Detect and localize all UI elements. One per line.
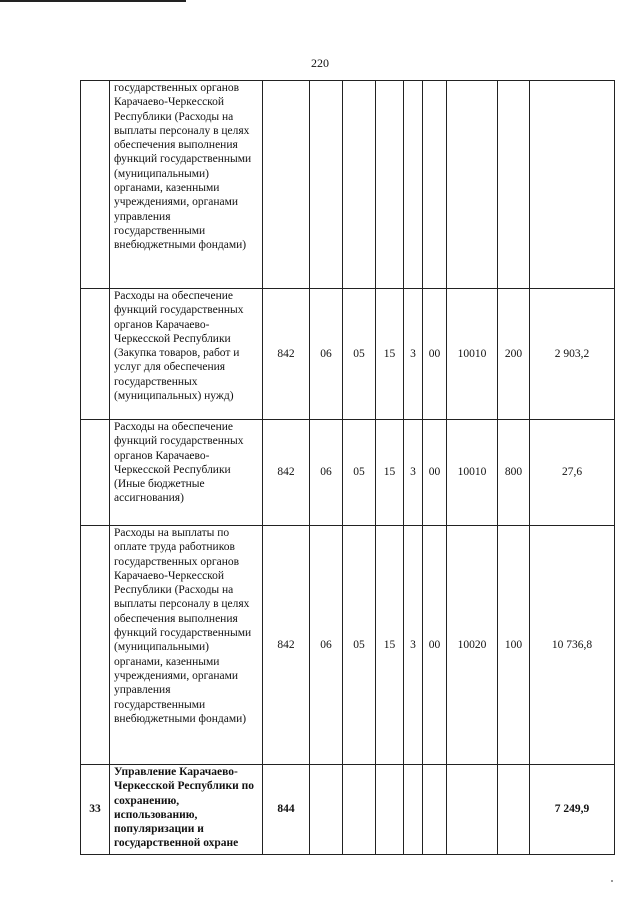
row-description: Расходы на обеспечение функций государственных органов Карачаево-Черкесской Республики (Иные бюджетные ассигнования) [110, 420, 263, 526]
code-ministry: 842 [263, 289, 310, 420]
code-section [310, 81, 343, 289]
code-expense-type: 100 [498, 526, 530, 765]
code-direction [447, 765, 498, 855]
code-event: 00 [423, 289, 447, 420]
code-section: 06 [310, 420, 343, 526]
code-program: 15 [376, 420, 404, 526]
code-ministry: 844 [263, 765, 310, 855]
code-direction: 10010 [447, 420, 498, 526]
table-row [81, 765, 615, 855]
code-event: 00 [423, 420, 447, 526]
code-program [376, 81, 404, 289]
code-subsection [343, 81, 376, 289]
code-expense-type [498, 765, 530, 855]
table-row [81, 420, 615, 526]
row-description: Расходы на выплаты по оплате труда работников государственных органов Карачаево-Черкесской Республики (Расходы на выплаты персоналу в целях обеспечения выполнения функций государственными (муниципальными) органами, казенными учреждениями, органами управления государственными внебюджетными фондами) [110, 526, 263, 765]
top-rule [0, 0, 186, 2]
code-program [376, 765, 404, 855]
code-event [423, 765, 447, 855]
code-event [423, 81, 447, 289]
code-subsection [343, 765, 376, 855]
page-number: 220 [311, 56, 329, 70]
table-row [81, 526, 615, 765]
code-expense-type: 800 [498, 420, 530, 526]
code-subprogram [404, 81, 423, 289]
budget-table [80, 80, 615, 855]
row-number: 33 [81, 765, 110, 855]
code-section [310, 765, 343, 855]
row-amount [530, 81, 615, 289]
code-subprogram: 3 [404, 289, 423, 420]
code-ministry [263, 81, 310, 289]
table-row [81, 81, 615, 289]
row-amount: 10 736,8 [530, 526, 615, 765]
code-program: 15 [376, 526, 404, 765]
code-direction [447, 81, 498, 289]
code-subsection: 05 [343, 526, 376, 765]
code-direction: 10020 [447, 526, 498, 765]
scan-speck [611, 880, 613, 882]
row-description: Управление Карачаево-Черкесской Республики по сохранению, использованию, популяризации и государственной охране [110, 765, 263, 855]
code-subsection: 05 [343, 289, 376, 420]
code-section: 06 [310, 526, 343, 765]
code-event: 00 [423, 526, 447, 765]
code-ministry: 842 [263, 526, 310, 765]
row-amount: 7 249,9 [530, 765, 615, 855]
code-subprogram: 3 [404, 420, 423, 526]
code-ministry: 842 [263, 420, 310, 526]
code-direction: 10010 [447, 289, 498, 420]
code-subsection: 05 [343, 420, 376, 526]
code-subprogram: 3 [404, 526, 423, 765]
row-number [81, 420, 110, 526]
row-description: Расходы на обеспечение функций государственных органов Карачаево-Черкесской Республики (Закупка товаров, работ и услуг для обеспечения государственных (муниципальных) нужд) [110, 289, 263, 420]
row-amount: 27,6 [530, 420, 615, 526]
code-expense-type [498, 81, 530, 289]
code-section: 06 [310, 289, 343, 420]
row-number [81, 289, 110, 420]
code-expense-type: 200 [498, 289, 530, 420]
table-row [81, 289, 615, 420]
code-subprogram [404, 765, 423, 855]
row-number [81, 526, 110, 765]
row-description: государственных органов Карачаево-Черкесской Республики (Расходы на выплаты персоналу в целях обеспечения выполнения функций государственными (муниципальными) органами, казенными учреждениями, органами управления государственными внебюджетными фондами) [110, 81, 263, 289]
row-number [81, 81, 110, 289]
code-program: 15 [376, 289, 404, 420]
row-amount: 2 903,2 [530, 289, 615, 420]
